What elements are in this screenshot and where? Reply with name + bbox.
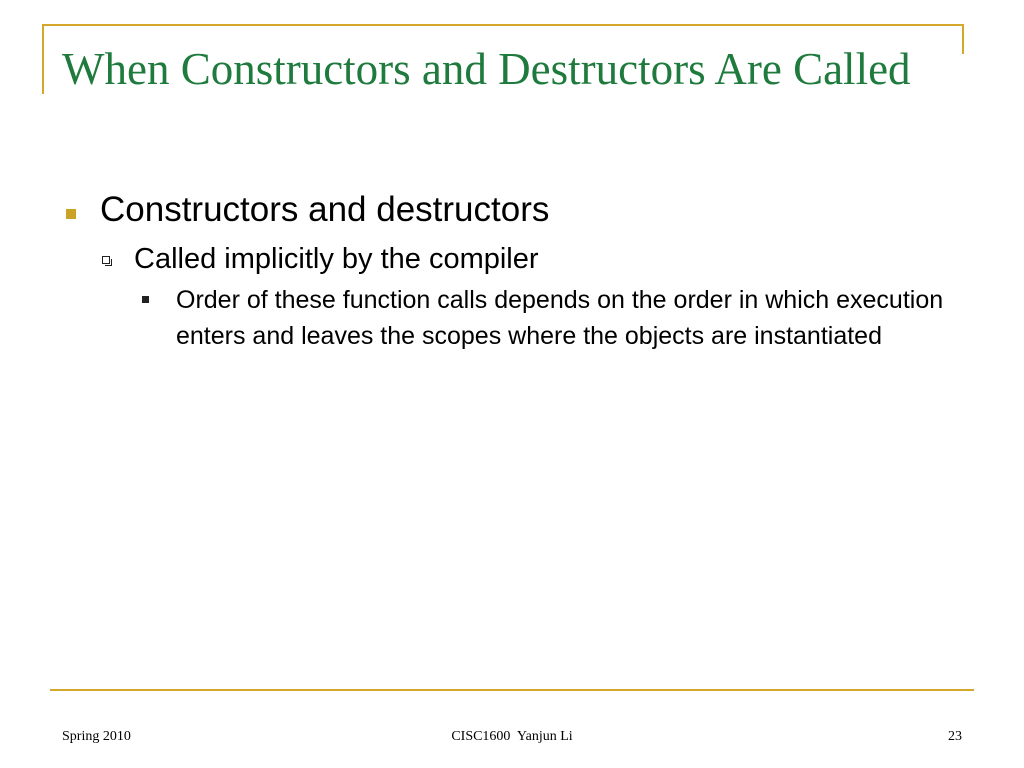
hollow-square-bullet-icon (102, 256, 110, 264)
left-rule (42, 24, 44, 94)
bullet-level-1-text: Constructors and destructors (100, 190, 550, 229)
footer-date: Spring 2010 (62, 729, 131, 744)
bullet-level-3-text: Order of these function calls depends on the order in which execution enters and leaves the scopes where the objects are instantiated (176, 286, 944, 350)
bullet-level-3 (142, 282, 962, 354)
top-rule (42, 24, 964, 26)
square-bullet-icon (66, 209, 76, 219)
footer-course: CISC1600 Yanjun Li (451, 729, 573, 744)
bullet-level-2-text: Called implicitly by the compiler (134, 243, 539, 275)
bullet-level-1 (62, 188, 962, 232)
footer-page-number: 23 (948, 729, 962, 744)
right-rule (962, 24, 964, 54)
slide-title: When Constructors and Destructors Are Called (62, 44, 911, 94)
bullet-list (62, 188, 962, 354)
small-square-bullet-icon (142, 296, 149, 303)
bullet-level-2 (102, 242, 962, 276)
bottom-rule (50, 689, 974, 691)
